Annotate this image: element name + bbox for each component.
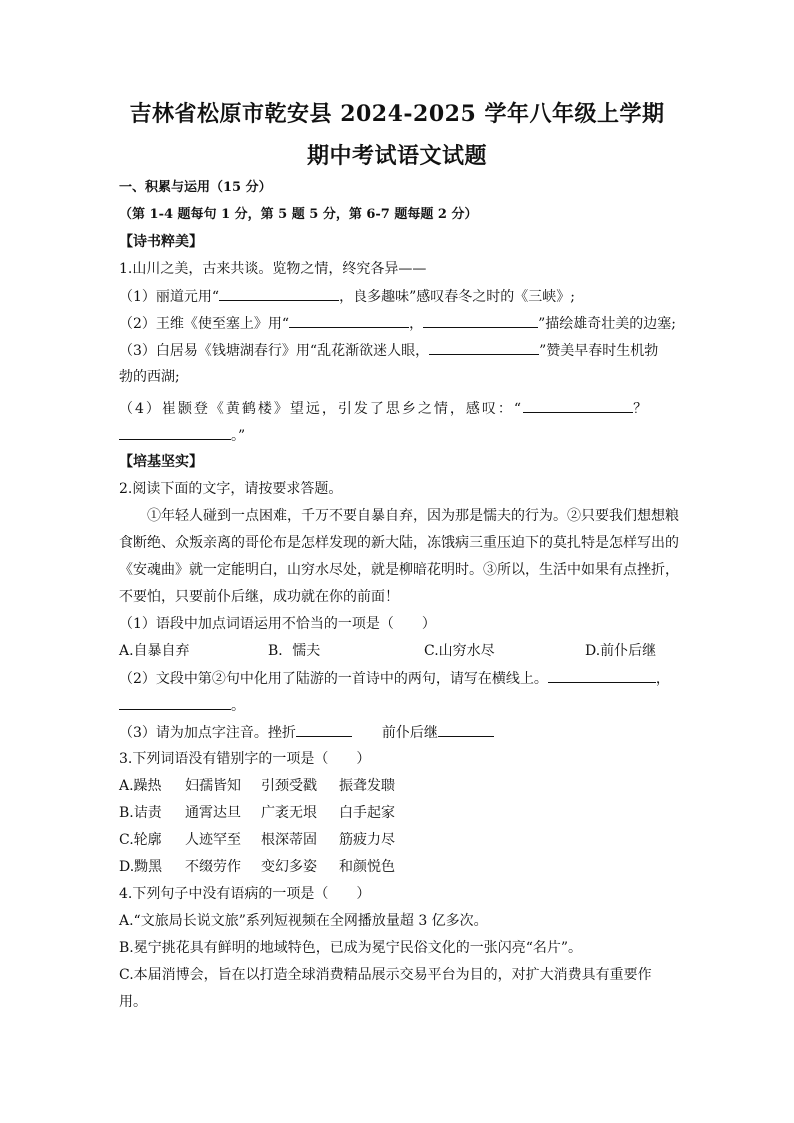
q1-item3-cont: 勃的西湖; [119,369,180,385]
q2-option-a[interactable]: A.自暴自弃 [119,643,190,659]
q1-item2-text-a: （2）王维《使至塞上》用“ [119,316,290,332]
q2-sub2 [119,668,670,689]
q1-item1 [119,286,575,307]
q1-item4 [119,398,649,419]
q1-item2-text-b: ， [409,316,424,332]
q3-option-row[interactable] [119,857,395,877]
q2-sub3 [119,722,494,743]
q1-item4-text-c: 。” [231,428,246,444]
poetry-tag: 【诗书粹美】 [119,234,203,250]
q3-word: C.轮廓 [119,832,162,848]
q4-option-c[interactable]: C.本届消博会，旨在以打造全球消费精品展示交易平台为目的，对扩大消费具有重要作 [119,967,652,983]
q2-sub2-text-b: ， [655,671,670,687]
q1-stem: 1.山川之美，古来共谈。览物之情，终究各异—— [119,261,427,277]
q1-item2-text-c: ”描绘雄奇壮美的边塞; [538,316,676,332]
q2-option-b[interactable]: B．懦夫 [268,643,321,659]
q3-word: 筋疲力尽 [339,832,395,848]
passage-line: ①年轻人碰到一点困难，千万不要自暴自弃，因为那是懦夫的行为。②只要我们想想粮 [147,508,679,524]
passage-line: 食断绝、众叛亲离的哥伦布是怎样发现的新大陆，冻饿病三重压迫下的莫扎特是怎样写出的 [119,535,679,551]
q1-item3-text-b: ”赞美早春时生机勃 [539,343,659,359]
q4-stem: 4.下列句子中没有语病的一项是（ ） [119,886,371,902]
q1-item4-text-b: ？ [633,401,650,417]
q1-item3-text-a: （3）白居易《钱塘湖春行》用“乱花渐欲迷人眼， [119,343,430,359]
q3-word: 引颈受戳 [261,778,317,794]
q3-word: 人迹罕至 [185,832,241,848]
exam-title-line1: 吉林省松原市乾安县 2024-2025 学年八年级上学期 [129,101,665,127]
passage-line: 不要怕，只要前仆后继，成功就在你的前面！ [119,589,399,605]
q1-item1-text-a: （1）丽道元用“ [119,289,220,305]
q2-stem: 2.阅读下面的文字，请按要求答题。 [119,481,343,497]
answer-blank[interactable] [119,425,231,440]
q2-sub3-text-b: 前仆后继 [381,725,438,741]
q3-word: 白手起家 [339,805,395,821]
q3-word: B.诘责 [119,805,162,821]
q3-option-row[interactable] [119,830,395,850]
section1-heading: 一、积累与运用（15 分） [119,180,272,195]
q2-sub1: （1）语段中加点词语运用不恰当的一项是（ ） [119,616,436,632]
answer-blank[interactable] [119,695,231,710]
q3-word: D.黝黑 [119,859,163,875]
q1-item4-cont [119,425,245,446]
q3-word: 根深蒂固 [261,832,317,848]
exam-title-line2: 期中考试语文试题 [306,143,487,169]
answer-blank[interactable] [429,340,539,355]
q1-item3 [119,340,658,361]
q3-word: 振聋发聩 [339,778,395,794]
q3-word: 不缀劳作 [185,859,241,875]
q4-option-a[interactable]: A.“文旅局长说文旅”系列短视频在全网播放量超 3 亿多次。 [119,913,488,929]
answer-blank[interactable] [548,668,656,683]
q2-option-d[interactable]: D.前仆后继 [585,643,657,659]
passage-line: 《安魂曲》就一定能明白，山穷水尽处，就是柳暗花明时。③所以，生活中如果有点挫折， [119,562,679,578]
answer-blank[interactable] [438,722,494,737]
q2-sub2-cont [119,695,245,716]
q3-word: A.躁热 [119,778,162,794]
q2-sub3-text-a: （3）请为加点字注音。挫折 [119,725,296,741]
q4-option-c-cont: 用。 [119,994,147,1010]
q2-option-c[interactable]: C.山穷水尽 [424,643,495,659]
answer-blank[interactable] [523,398,633,413]
q3-word: 妇孺皆知 [185,778,241,794]
q3-word: 变幻多姿 [261,859,317,875]
q3-option-row[interactable] [119,776,395,796]
q3-word: 和颜悦色 [339,859,395,875]
q3-word: 广袤无垠 [261,805,317,821]
q3-word: 通霄达旦 [185,805,241,821]
q2-sub2-text-a: （2）文段中第②句中化用了陆游的一首诗中的两句，请写在横线上。 [119,671,548,687]
q2-sub2-text-c: 。 [231,698,245,714]
q3-stem: 3.下列词语没有错别字的一项是（ ） [119,751,371,767]
q3-option-row[interactable] [119,803,395,823]
answer-blank[interactable] [219,286,339,301]
q4-option-b[interactable]: B.冕宁挑花具有鲜明的地域特色，已成为冕宁民俗文化的一张闪亮“名片”。 [119,940,583,956]
section1-scoring: （第 1-4 题每句 1 分，第 5 题 5 分，第 6-7 题每题 2 分） [119,207,478,222]
answer-blank[interactable] [289,313,409,328]
answer-blank[interactable] [423,313,538,328]
q1-item1-text-b: ，良多趣味”感叹春冬之时的《三峡》; [339,289,575,305]
foundation-tag: 【培基坚实】 [119,454,203,470]
answer-blank[interactable] [296,722,352,737]
q1-item4-text-a: （4）崔颢登《黄鹤楼》望远，引发了思乡之情，感叹：“ [119,401,524,417]
q1-item2 [119,313,676,334]
